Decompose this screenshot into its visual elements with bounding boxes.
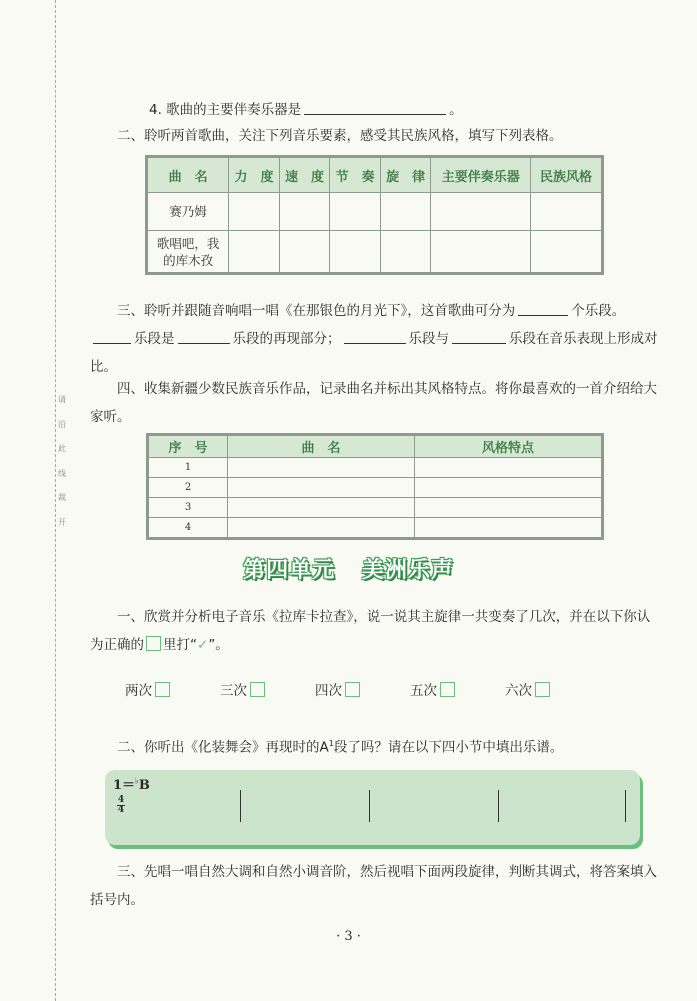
cut-line xyxy=(55,0,56,1001)
folk-music-table xyxy=(148,435,602,538)
unit-question-3: 三、先唱一唱自然大调和自然小调音阶，然后视唱下面两段旋律，判断其调式，将答案填入括号内。 xyxy=(90,864,657,908)
table-row: 1 xyxy=(149,458,602,478)
table-row: 4 xyxy=(149,518,602,538)
header-song-name: 曲 名 xyxy=(148,158,229,193)
answer-cell[interactable] xyxy=(279,193,330,231)
table-row: 2 xyxy=(149,478,602,498)
answer-cell[interactable] xyxy=(380,231,431,273)
answer-cell[interactable] xyxy=(415,458,602,478)
answer-cell[interactable] xyxy=(415,498,602,518)
answer-cell[interactable] xyxy=(229,231,280,273)
answer-cell[interactable] xyxy=(431,193,530,231)
answer-blank[interactable] xyxy=(344,329,406,344)
table-row xyxy=(148,231,602,273)
answer-cell[interactable] xyxy=(229,193,280,231)
answer-cell[interactable] xyxy=(228,498,415,518)
answer-cell[interactable] xyxy=(415,518,602,538)
answer-cell[interactable] xyxy=(415,478,602,498)
header-tempo: 速 度 xyxy=(279,158,330,193)
header-melody: 旋 律 xyxy=(380,158,431,193)
page-number: · 3 · xyxy=(336,929,361,944)
cut-instruction: 请 沿 此 线 裁 开 xyxy=(58,395,66,527)
answer-blank[interactable] xyxy=(93,329,131,344)
unit-question-1: 一、欣赏并分析电子音乐《拉库卡拉查》，说一说其主旋律一共变奏了几次，并在以下你认为正确的 里打“✓”。 xyxy=(90,609,651,653)
checkbox-icon[interactable] xyxy=(440,682,455,697)
answer-cell[interactable] xyxy=(530,193,601,231)
header-dynamics: 力 度 xyxy=(229,158,280,193)
notation-staff[interactable] xyxy=(105,770,640,845)
bar-line xyxy=(498,790,499,822)
bar-line xyxy=(625,790,626,822)
checkmark-icon: ✓ xyxy=(197,637,209,653)
bar-line xyxy=(240,790,241,822)
section-3-instruction: 三、聆听并跟随音响唱一唱《在那银色的月光下》，这首歌曲可分为 个乐段。乐段是 乐段的再现部分； 乐段与 乐段在音乐表现上形成对比。 xyxy=(90,303,658,375)
row-name: 赛乃姆 xyxy=(148,193,229,231)
table-row: 3 xyxy=(149,498,602,518)
option-four-times[interactable]: 四次 xyxy=(315,681,360,701)
header-ethnic-style: 民族风格 xyxy=(530,158,601,193)
time-signature: 4 4 xyxy=(117,795,125,815)
table-row xyxy=(148,193,602,231)
answer-cell[interactable] xyxy=(228,518,415,538)
row-name: 歌唱吧，我的库木孜 xyxy=(148,231,229,273)
answer-blank[interactable] xyxy=(452,329,506,344)
header-rhythm: 节 奏 xyxy=(330,158,381,193)
answer-cell[interactable] xyxy=(228,458,415,478)
bar-line xyxy=(369,790,370,822)
header-number: 序 号 xyxy=(149,436,228,458)
answer-cell[interactable] xyxy=(330,193,381,231)
answer-cell[interactable] xyxy=(279,231,330,273)
answer-cell[interactable] xyxy=(380,193,431,231)
checkbox-icon[interactable] xyxy=(250,682,265,697)
checkbox-icon[interactable] xyxy=(155,682,170,697)
unit-question-2: 二、你听出《化装舞会》再现时的$A^1$段了吗？请在以下四小节中填出乐谱。 xyxy=(117,739,564,756)
option-three-times[interactable]: 三次 xyxy=(220,681,265,701)
header-style-features: 风格特点 xyxy=(415,436,602,458)
option-two-times[interactable]: 两次 xyxy=(125,681,170,701)
header-song-name: 曲 名 xyxy=(228,436,415,458)
checkbox-icon xyxy=(146,636,161,651)
section-4-instruction: 四、收集新疆少数民族音乐作品，记录曲名并标出其风格特点。将你最喜欢的一首介绍给大家听。 xyxy=(90,381,657,425)
option-five-times[interactable]: 五次 xyxy=(410,681,455,701)
section-2-instruction: 二、聆听两首歌曲，关注下列音乐要素，感受其民族风格，填写下列表格。 xyxy=(117,128,563,144)
checkbox-icon[interactable] xyxy=(535,682,550,697)
flat-icon: ♭ xyxy=(135,775,139,786)
music-elements-table xyxy=(147,157,602,273)
answer-cell[interactable] xyxy=(330,231,381,273)
checkbox-icon[interactable] xyxy=(345,682,360,697)
unit-title: 第四单元 美洲乐声 xyxy=(243,558,454,583)
answer-blank[interactable] xyxy=(304,100,446,115)
answer-blank[interactable] xyxy=(178,329,230,344)
question-4: 4. 歌曲的主要伴奏乐器是 。 xyxy=(149,102,463,118)
answer-blank[interactable] xyxy=(518,301,568,316)
option-six-times[interactable]: 六次 xyxy=(505,681,550,701)
key-signature: 1＝♭B xyxy=(113,775,150,793)
header-instruments: 主要伴奏乐器 xyxy=(431,158,530,193)
answer-cell[interactable] xyxy=(530,231,601,273)
answer-cell[interactable] xyxy=(431,231,530,273)
answer-cell[interactable] xyxy=(228,478,415,498)
